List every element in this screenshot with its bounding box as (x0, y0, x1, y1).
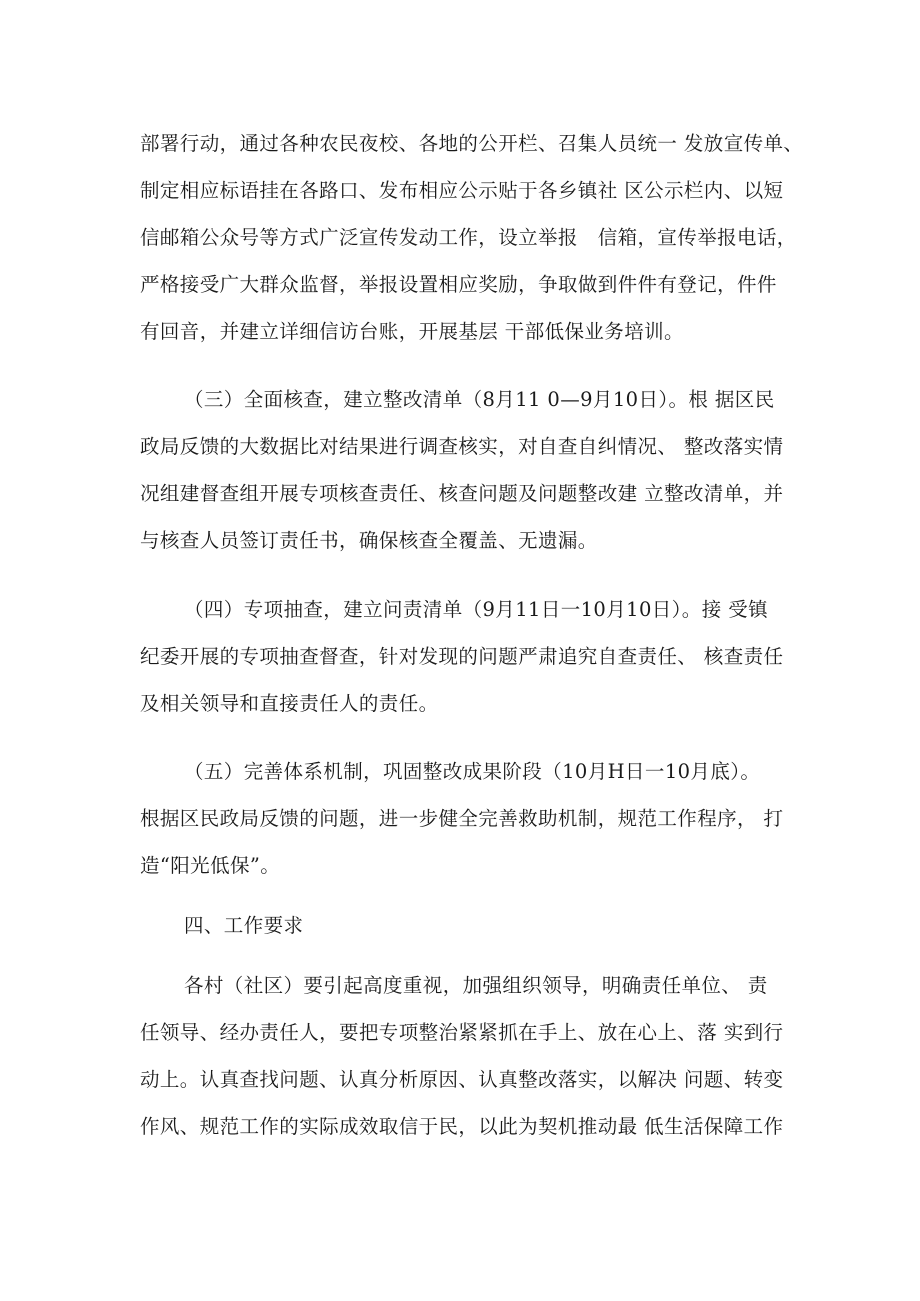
paragraph-section-four (140, 586, 790, 727)
paragraph-section-three (140, 376, 790, 564)
text-line: 作风、规范工作的实际成效取信于民，以此为契机推动最 低生活保障工作 (140, 1115, 784, 1138)
text-line: 造“阳光低保”。 (140, 854, 281, 877)
section-heading-line: （四）专项抽查，建立问责清单（9月11日一10月10日）。接 受镇 (184, 598, 768, 621)
paragraph-section-five (140, 748, 790, 889)
section-heading-line: （三）全面核查，建立整改清单（8月11 0—9月10日）。根 据区民 (184, 388, 775, 411)
text-line: 制定相应标语挂在各路口、发布相应公示贴于各乡镇社 区公示栏内、以短 (140, 179, 784, 202)
paragraph-publicity (140, 120, 804, 355)
text-line: 各村（社区）要引起高度重视，加强组织领导，明确责任单位、 责 (184, 974, 768, 997)
heading-work-requirements (140, 902, 790, 949)
text-line: 况组建督查组开展专项核查责任、核查问题及问题整改建 立整改清单，并 (140, 482, 784, 505)
text-line: 任领导、经办责任人，要把专项整治紧紧抓在手上、放在心上、落 实到行 (140, 1021, 784, 1044)
text-line: 政局反馈的大数据比对结果进行调查核实，对自查自纠情况、 整改落实情 (140, 435, 784, 458)
text-line: 部署行动，通过各种农民夜校、各地的公开栏、召集人员统一 发放宣传单、 (140, 132, 804, 155)
text-line: 有回音，并建立详细信访台账，开展基层 干部低保业务培训。 (140, 320, 684, 343)
text-line: 动上。认真查找问题、认真分析原因、认真整改落实，以解决 问题、转变 (140, 1068, 784, 1091)
text-line: 与核查人员签订责任书，确保核查全覆盖、无遗漏。 (140, 529, 598, 552)
text-line: 严格接受广大群众监督，举报设置相应奖励，争取做到件件有登记，件件 (140, 273, 777, 296)
paragraph-requirements (140, 962, 790, 1150)
text-line: 根据区民政局反馈的问题，进一步健全完善救助机制，规范工作程序， 打 (140, 807, 784, 830)
text-line: 及相关领导和直接责任人的责任。 (140, 692, 439, 715)
text-line: 纪委开展的专项抽查督查，针对发现的问题严肃追究自查责任、 核查责任 (140, 645, 784, 668)
section-heading-line: （五）完善体系机制，巩固整改成果阶段（10月H日一10月底）。 (184, 760, 761, 783)
section-heading: 四、工作要求 (184, 914, 304, 937)
text-line: 信邮箱公众号等方式广泛宣传发动工作，设立举报 信箱，宣传举报电话， (140, 226, 797, 249)
